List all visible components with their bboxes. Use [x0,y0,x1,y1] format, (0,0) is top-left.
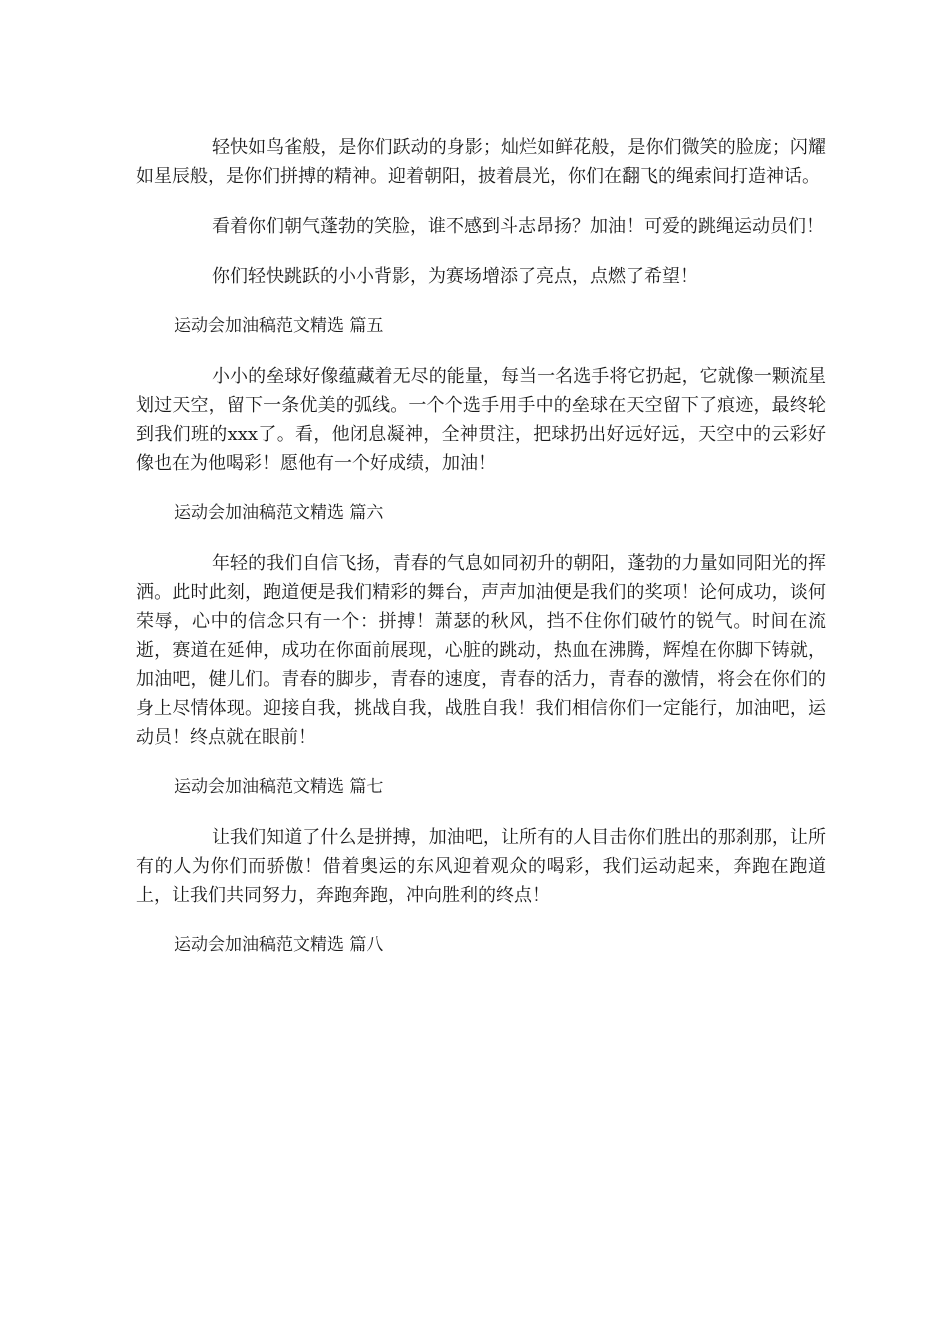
section-heading-7: 运动会加油稿范文精选 篇七 [174,777,384,797]
paragraph-jump-rope-praise: 轻快如鸟雀般，是你们跃动的身影；灿烂如鲜花般，是你们微笑的脸庞；闪耀如星辰般，是你们拼搏的精神。迎着朝阳，披着晨光，你们在翻飞的绳索间打造神话。 [136,137,826,187]
section-heading-5: 运动会加油稿范文精选 篇五 [174,316,384,336]
paragraph-olympic-spirit: 让我们知道了什么是拼搏，加油吧，让所有的人目击你们胜出的那刹那，让所有的人为你们而骄傲！借着奥运的东风迎着观众的喝彩，我们运动起来，奔跑在跑道上，让我们共同努力，奔跑奔跑，冲向胜利的终点！ [136,827,826,906]
document-page [136,133,826,981]
section-heading-8: 运动会加油稿范文精选 篇八 [174,935,384,955]
section-heading-6: 运动会加油稿范文精选 篇六 [174,503,384,523]
paragraph-softball: 小小的垒球好像蕴藏着无尽的能量，每当一名选手将它扔起，它就像一颗流星划过天空，留下一条优美的弧线。一个个选手用手中的垒球在天空留下了痕迹，最终轮到我们班的xxx了。看，他闭息凝神，全神贯注，把球扔出好远好远，天空中的云彩好像也在为他喝彩！愿他有一个好成绩，加油！ [136,366,826,474]
paragraph-jump-rope-cheer: 看着你们朝气蓬勃的笑脸，谁不感到斗志昂扬？加油！可爱的跳绳运动员们！ [212,216,824,237]
paragraph-youth-track: 年轻的我们自信飞扬，青春的气息如同初升的朝阳，蓬勃的力量如同阳光的挥洒。此时此刻，跑道便是我们精彩的舞台，声声加油便是我们的奖项！论何成功，谈何荣辱，心中的信念只有一个：拼搏！萧瑟的秋风，挡不住你们破竹的锐气。时间在流逝，赛道在延伸，成功在你面前展现，心脏的跳动，热血在沸腾，辉煌在你脚下铸就，加油吧，健儿们。青春的脚步，青春的速度，青春的活力，青春的激情，将会在你们的身上尽情体现。迎接自我，挑战自我，战胜自我！我们相信你们一定能行，加油吧，运动员！终点就在眼前！ [136,553,826,748]
paragraph-jump-rope-hope: 你们轻快跳跃的小小背影，为赛场增添了亮点，点燃了希望！ [212,266,698,287]
